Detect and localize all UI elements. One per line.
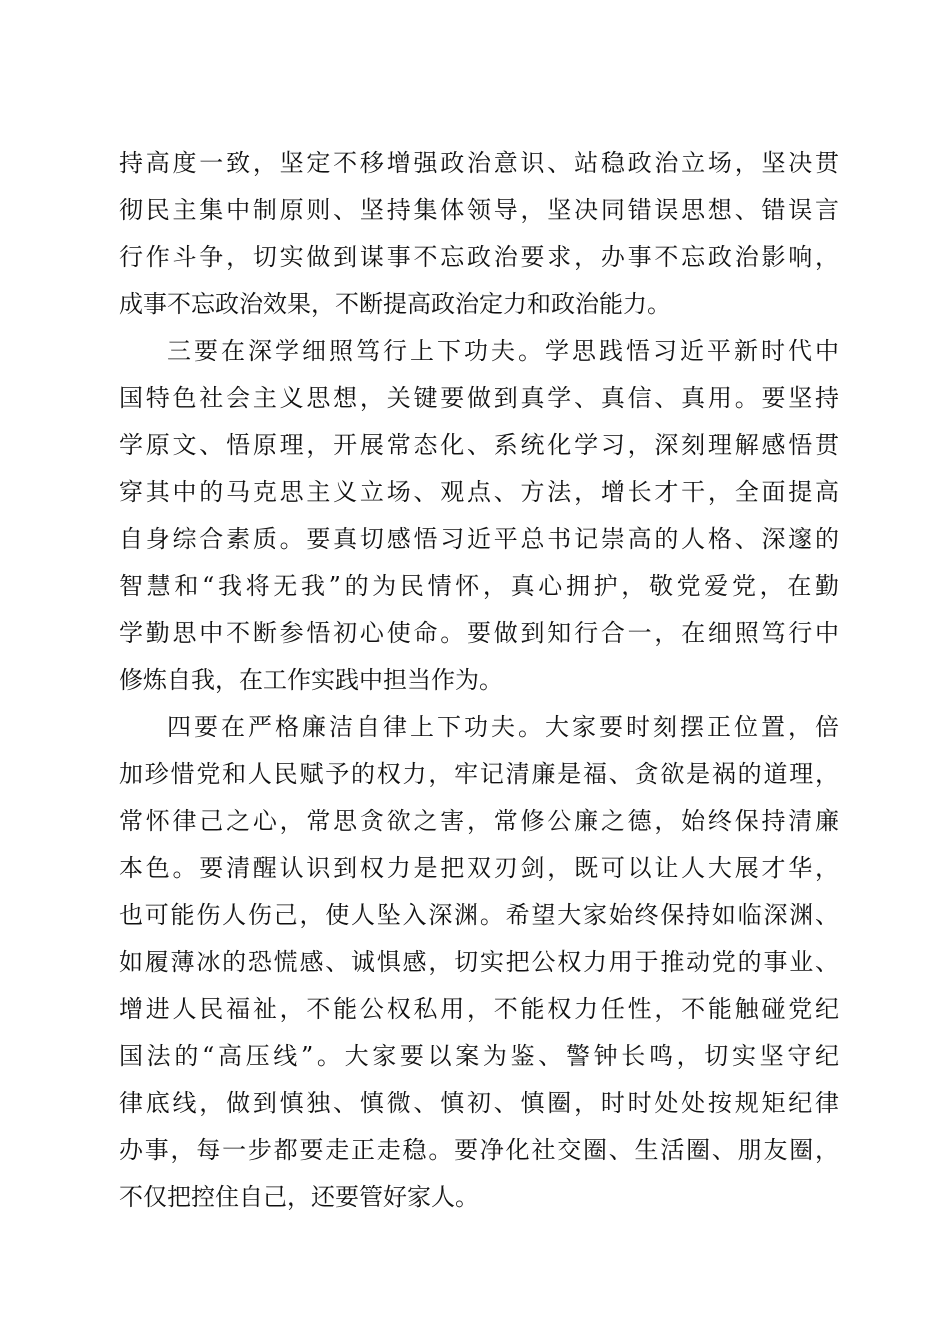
- text-line: 国法的“高压线”。大家要以案为鉴、警钟长鸣，切实坚守纪: [119, 1042, 839, 1070]
- text-line: 不仅把控住自己，还要管好家人。: [119, 1183, 479, 1211]
- text-line: 自身综合素质。要真切感悟习近平总书记崇高的人格、深邃的: [119, 525, 839, 553]
- text-line: 修炼自我，在工作实践中担当作为。: [119, 666, 503, 694]
- paragraph-point-four: [119, 704, 839, 1221]
- paragraph-continuation: [119, 140, 839, 328]
- text-line: 本色。要清醒认识到权力是把双刃剑，既可以让人大展才华，: [119, 854, 839, 882]
- text-line: 办事，每一步都要走正走稳。要净化社交圈、生活圈、朋友圈，: [119, 1136, 839, 1164]
- text-line: 加珍惜党和人民赋予的权力，牢记清廉是福、贪欲是祸的道理，: [119, 760, 839, 788]
- text-line: 学原文、悟原理，开展常态化、系统化学习，深刻理解感悟贯: [119, 431, 839, 459]
- text-line: 持高度一致，坚定不移增强政治意识、站稳政治立场，坚决贯: [119, 149, 839, 177]
- paragraph-point-three: [119, 328, 839, 704]
- text-line: 穿其中的马克思主义立场、观点、方法，增长才干，全面提高: [119, 478, 839, 506]
- text-line: 四要在严格廉洁自律上下功夫。大家要时刻摆正位置，倍: [167, 713, 839, 741]
- text-line: 成事不忘政治效果，不断提高政治定力和政治能力。: [119, 290, 671, 318]
- text-line: 律底线，做到慎独、慎微、慎初、慎圈，时时处处按规矩纪律: [119, 1089, 839, 1117]
- text-line: 如履薄冰的恐慌感、诚惧感，切实把公权力用于推动党的事业、: [119, 948, 839, 976]
- text-line: 行作斗争，切实做到谋事不忘政治要求，办事不忘政治影响，: [119, 243, 839, 271]
- text-line: 学勤思中不断参悟初心使命。要做到知行合一，在细照笃行中: [119, 619, 839, 647]
- document-body: [119, 140, 839, 1221]
- text-line: 也可能伤人伤己，使人坠入深渊。希望大家始终保持如临深渊、: [119, 901, 839, 929]
- text-line: 彻民主集中制原则、坚持集体领导，坚决同错误思想、错误言: [119, 196, 839, 224]
- text-line: 三要在深学细照笃行上下功夫。学思践悟习近平新时代中: [167, 337, 839, 365]
- text-line: 常怀律己之心，常思贪欲之害，常修公廉之德，始终保持清廉: [119, 807, 839, 835]
- text-line: 智慧和“我将无我”的为民情怀，真心拥护，敬党爱党，在勤: [119, 572, 839, 600]
- text-line: 国特色社会主义思想，关键要做到真学、真信、真用。要坚持: [119, 384, 839, 412]
- text-line: 增进人民福祉，不能公权私用，不能权力任性，不能触碰党纪: [119, 995, 839, 1023]
